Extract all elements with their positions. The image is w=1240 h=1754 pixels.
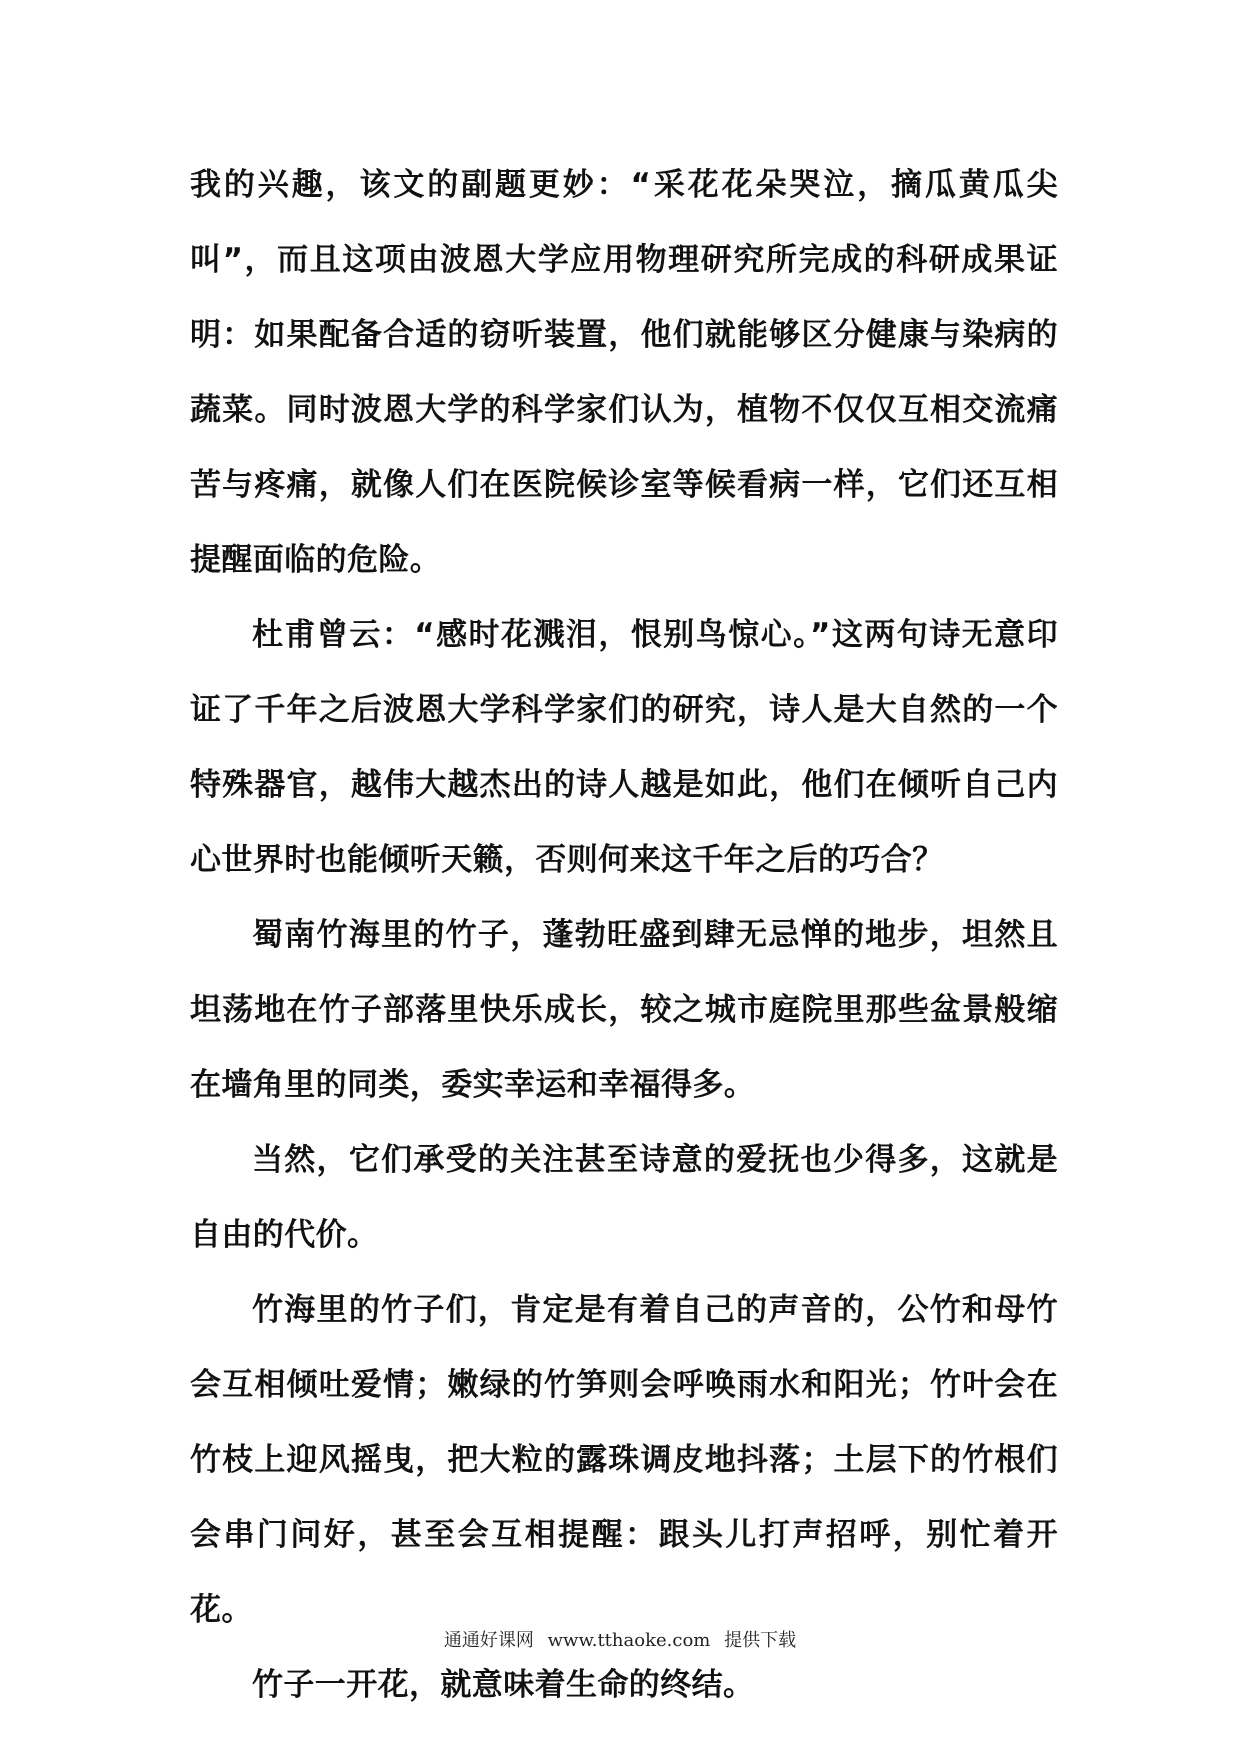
paragraph-5: 竹海里的竹子们，肯定是有着自己的声音的，公竹和母竹会互相倾吐爱情；嫩绿的竹笋则会呼唤雨水和阳光；竹叶会在竹枝上迎风摇曳，把大粒的露珠调皮地抖落；土层下的竹根们会串门问好，甚至会互相提醒：跟头儿打声招呼，别忙着开花。 — [190, 1292, 1058, 1628]
footer-note: 提供下载 — [724, 1630, 797, 1651]
paragraph-4: 当然，它们承受的关注甚至诗意的爱抚也少得多，这就是自由的代价。 — [190, 1142, 1058, 1253]
paragraph-6: 竹子一开花，就意味着生命的终结。 — [252, 1667, 755, 1703]
paragraph-3: 蜀南竹海里的竹子，蓬勃旺盛到肆无忌惮的地步，坦然且坦荡地在竹子部落里快乐成长，较之城市庭院里那些盆景般缩在墙角里的同类，委实幸运和幸福得多。 — [190, 917, 1058, 1103]
paragraph-1: 我的兴趣，该文的副题更妙：“采花花朵哭泣，摘瓜黄瓜尖叫”，而且这项由波恩大学应用物理研究所完成的科研成果证明：如果配备合适的窃听装置，他们就能够区分健康与染病的蔬菜。同时波恩大学的科学家们认为，植物不仅仅互相交流痛苦与疼痛，就像人们在医院候诊室等候看病一样，它们还互相提醒面临的危险。 — [190, 167, 1058, 578]
footer-url[interactable]: www.tthaoke.com — [547, 1630, 711, 1651]
article-body — [190, 148, 1058, 1723]
page-footer — [0, 1626, 1240, 1652]
paragraph-2: 杜甫曾云：“感时花溅泪，恨别鸟惊心。”这两句诗无意印证了千年之后波恩大学科学家们的研究，诗人是大自然的一个特殊器官，越伟大越杰出的诗人越是如此，他们在倾听自己内心世界时也能倾听天籁，否则何来这千年之后的巧合？ — [190, 617, 1058, 878]
footer-site-name: 通通好课网 — [443, 1630, 534, 1651]
